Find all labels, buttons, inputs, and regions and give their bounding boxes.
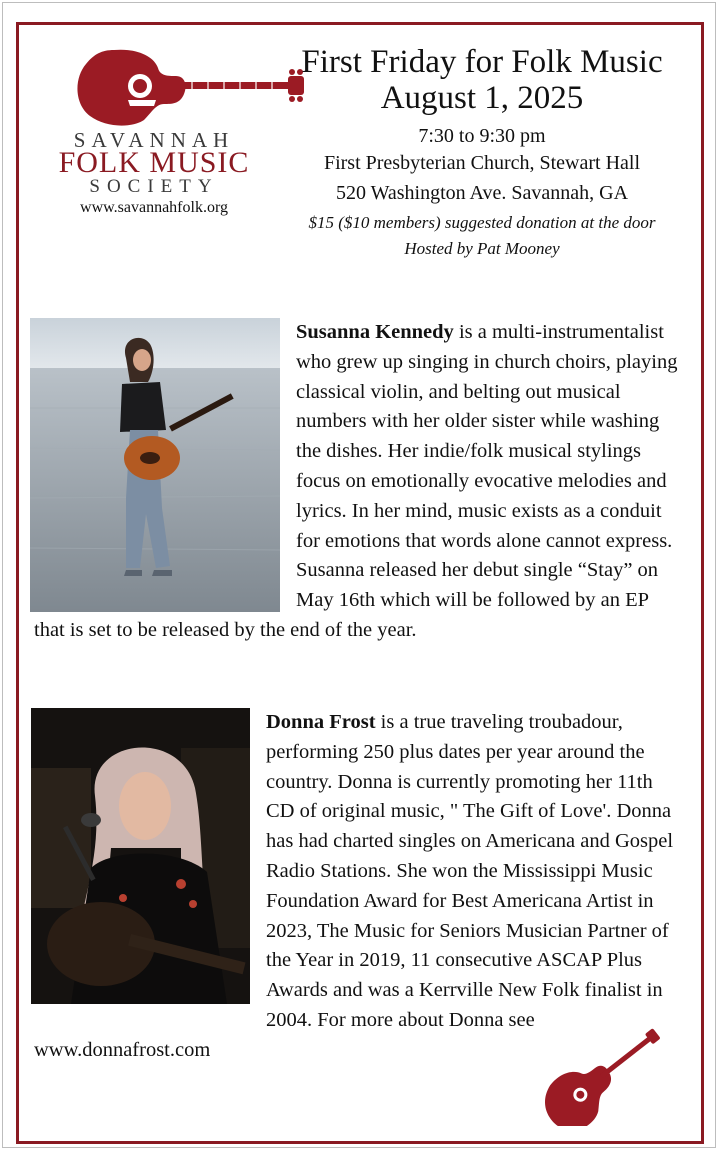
logo-society-text: SOCIETY [89, 176, 219, 197]
guitar-icon [540, 1016, 670, 1126]
event-title: First Friday for Folk Music [301, 44, 663, 80]
donna-frost-photo [31, 708, 250, 1004]
society-website: www.savannahfolk.org [80, 199, 228, 216]
susanna-kennedy-photo [30, 318, 280, 612]
performer-bio-text-donna: is a true traveling troubadour, performing 250 plus dates per year around the country. Donna is currently promoting her 11th CD of original music, " The Gift of Love'. Donna has had charted singles on Americana and Gospel Radio Stations. She won the Mississippi Music Foundation Award for Best Americana Artist in 2023, The Music for Seniors Musician Partner of the Year in 2019, 11 consecutive ASCAP Plus Awards and was a Kerrville New Folk finalist in 2004. For more about Donna see www.donnafrost.com [34, 711, 674, 1061]
event-time: 7:30 to 9:30 pm [418, 125, 546, 147]
venue-name: First Presbyterian Church, Stewart Hall [323, 152, 641, 174]
performer-bio-text-susanna: is a multi-instrumentalist who grew up singing in church choirs, playing classical violin, and belting out musical numbers with her older sister while washing the dishes. Her indie/folk musical stylings focus on emotionally evocative melodies and lyrics. In her mind, music exists as a conduit for emotions that words alone cannot express. Susanna released her debut single “Stay” on May 16th which will be followed by an EP that is set to be released by the end of the year. [34, 321, 678, 641]
performer-name-donna: Donna Frost [266, 711, 376, 733]
performer-bio-donna [34, 708, 684, 1066]
logo-savannah-text: SAVANNAH [73, 128, 235, 152]
donation-note: $15 ($10 members) suggested donation at the door [308, 213, 656, 232]
venue-address: 520 Washington Ave. Savannah, GA [335, 182, 629, 204]
logo-folk-music-text: FOLK MUSIC [58, 146, 250, 179]
performer-bio-susanna [34, 318, 684, 646]
event-date: August 1, 2025 [380, 80, 584, 116]
host-note: Hosted by Pat Mooney [404, 239, 560, 258]
savannah-folk-logo [28, 46, 280, 226]
event-header [252, 44, 712, 262]
performer-name-susanna: Susanna Kennedy [296, 321, 454, 343]
